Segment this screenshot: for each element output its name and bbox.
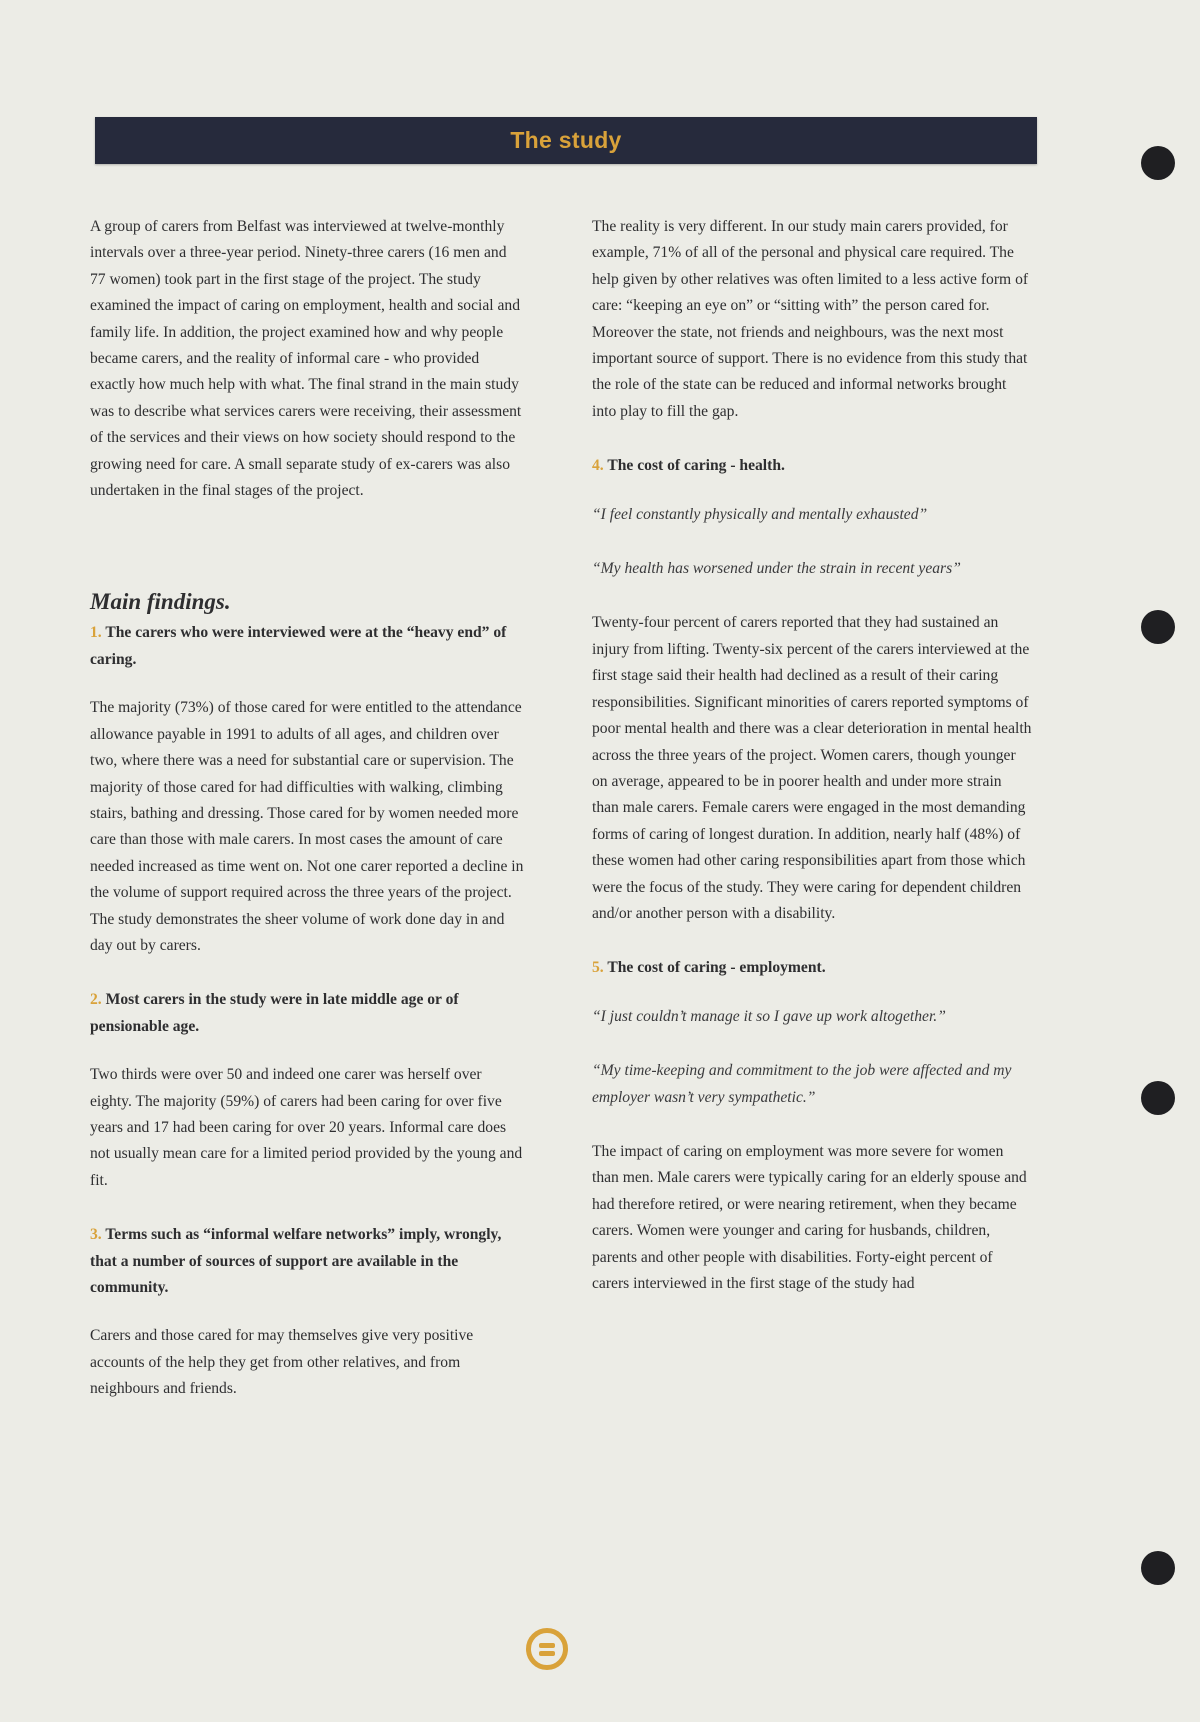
employment-paragraph: The impact of caring on employment was more severe for women than men. Male carers were typically caring for an elderly spouse and had therefore retired, or were nearing retirement, when they became carers. Women were younger and caring for husbands, children, parents and other people with disabilities. Forty-eight percent of carers interviewed in the first stage of the study had	[592, 1142, 1027, 1292]
finding-title: Most carers in the study were in late middle age or of pensionable age.	[90, 991, 459, 1035]
finding-number: 4.	[592, 457, 604, 475]
intro-paragraph: A group of carers from Belfast was interviewed at twelve-monthly intervals over a three-year period. Ninety-three carers (16 men and 77 women) took part in the first stage of the project. The study examined the impact of caring on employment, health and social and family life. In addition, the project examined how and why people became carers, and the reality of informal care - who provided exactly how much help with what. The final strand in the main study was to describe what services carers were receiving, their assessment of the services and their views on how society should respond to the growing need for care. A small separate study of ex-carers was also undertaken in the final stages of the project.	[90, 218, 522, 500]
finding-3-paragraph: Carers and those cared for may themselves give very positive accounts of the help they get from other relatives, and from neighbours and friends.	[90, 1327, 474, 1398]
reality-paragraph: The reality is very different. In our study main carers provided, for example, 71% of all of the personal and physical care required. The help given by other relatives was often limited to a less active form of care: “keeping an eye on” or “sitting with” the person cared for. Moreover the state, not friends and neighbours, was the next most important source of support. There is no evidence from this study that the role of the state can be reduced and informal networks brought into play to fill the gap.	[592, 218, 1029, 420]
finding-1-heading	[90, 620, 525, 673]
right-column	[592, 214, 1032, 1325]
health-paragraph: Twenty-four percent of carers reported that they had sustained an injury from lifting. Twenty-six percent of the carers interviewed at the first stage said their health had declined as a result of their caring responsibilities. Significant minorities of carers reported symptoms of poor mental health and there was a clear deterioration in mental health across the three years of the project. Women carers, though younger on average, appeared to be in poorer health and under more strain than male carers. Female carers were engaged in the most demanding forms of caring of longest duration. In addition, nearly half (48%) of these women had other caring responsibilities apart from those which were the focus of the study. They were caring for dependent children and/or another person with a disability.	[592, 614, 1032, 922]
punch-hole-icon	[1141, 1081, 1175, 1115]
finding-title: The carers who were interviewed were at the “heavy end” of caring.	[90, 624, 507, 668]
health-quote-2: “My health has worsened under the strain in recent years”	[592, 560, 961, 578]
employment-quote-2: “My time-keeping and commitment to the job were affected and my employer wasn’t very sympathetic.”	[592, 1062, 1012, 1106]
finding-1-paragraph: The majority (73%) of those cared for were entitled to the attendance allowance payable in 1991 to adults of all ages, and children over two, where there was a need for substantial care or supervision. The majority of those cared for had difficulties with walking, climbing stairs, bathing and dressing. Those cared for by women needed more care than those with male carers. In most cases the amount of care needed increased as time went on. Not one carer reported a decline in the volume of support required across the three years of the project. The study demonstrates the sheer volume of work done day in and day out by carers.	[90, 699, 524, 954]
equal-circle-logo-icon	[526, 1628, 568, 1670]
health-quote-1: “I feel constantly physically and mentally exhausted”	[592, 505, 928, 523]
finding-number: 3.	[90, 1226, 102, 1244]
finding-title: The cost of caring - health.	[607, 457, 785, 475]
punch-hole-icon	[1141, 1551, 1175, 1585]
finding-title: The cost of caring - employment.	[607, 959, 826, 977]
left-column	[90, 214, 525, 1431]
finding-number: 5.	[592, 959, 604, 977]
finding-number: 2.	[90, 991, 102, 1009]
employment-quote-1: “I just couldn’t manage it so I gave up work altogether.”	[592, 1007, 946, 1025]
section-title: The study	[510, 127, 622, 153]
section-header-bar	[95, 117, 1037, 164]
punch-hole-icon	[1141, 610, 1175, 644]
finding-number: 1.	[90, 624, 102, 642]
finding-4-heading	[592, 453, 1032, 479]
finding-5-heading	[592, 955, 1032, 981]
finding-3-heading	[90, 1222, 525, 1301]
punch-hole-icon	[1141, 146, 1175, 180]
finding-title: Terms such as “informal welfare networks” imply, wrongly, that a number of sources of support are available in the community.	[90, 1226, 502, 1296]
finding-2-paragraph: Two thirds were over 50 and indeed one carer was herself over eighty. The majority (59%) of carers had been caring for over five years and 17 had been caring for over 20 years. Informal care does not usually mean care for a limited period provided by the young and fit.	[90, 1066, 523, 1189]
main-findings-heading: Main findings.	[90, 589, 231, 615]
finding-2-heading	[90, 987, 525, 1040]
